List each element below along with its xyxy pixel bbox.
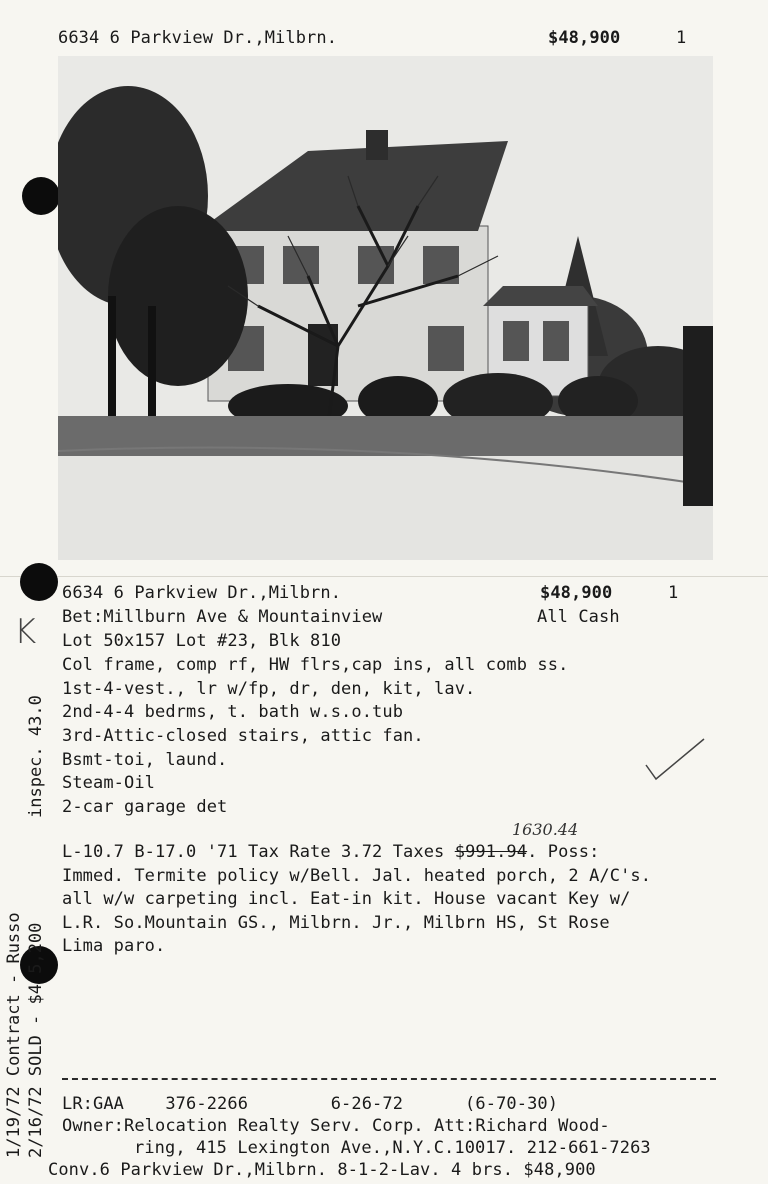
listing-count: 1 — [668, 583, 679, 603]
tax-line-suffix: . Poss: — [527, 842, 600, 862]
listing-line: 2-car garage det — [62, 797, 228, 817]
conv-line: Conv.6 Parkview Dr.,Milbrn. 8-1-2-Lav. 4 brs. $48,900 — [48, 1160, 596, 1180]
top-address: 6634 6 Parkview Dr.,Milbrn. — [58, 28, 338, 48]
listing-line: Steam-Oil — [62, 773, 156, 793]
listing-line: Col frame, comp rf, HW flrs,cap ins, all comb ss. — [62, 655, 569, 675]
listing-line: Bet:Millburn Ave & Mountainview — [62, 607, 383, 627]
checkmark-icon — [640, 735, 710, 785]
binder-hole-top — [22, 177, 60, 215]
handwritten-letter: K — [14, 612, 37, 652]
listing-line: 1st-4-vest., lr w/fp, dr, den, kit, lav. — [62, 679, 476, 699]
card-fold-line — [0, 576, 768, 577]
contract-note: 1/19/72 Contract - Russo — [4, 912, 24, 1158]
tax-struck: $991.94 — [454, 842, 528, 862]
remarks-line: Immed. Termite policy w/Bell. Jal. heated porch, 2 A/C's. — [62, 866, 652, 886]
sold-note: 2/16/72 SOLD - $4 5,200 — [26, 922, 46, 1158]
top-count: 1 — [676, 28, 687, 48]
listing-line: 2nd-4-4 bedrms, t. bath w.s.o.tub — [62, 702, 404, 722]
inspec-note: inspec. 43.0 — [26, 695, 46, 818]
top-price: $48,900 — [548, 28, 621, 48]
owner-line-2: ring, 415 Lexington Ave.,N.Y.C.10017. 212-661-7263 — [134, 1138, 651, 1158]
listing-line: Bsmt-toi, laund. — [62, 750, 228, 770]
footer-divider — [62, 1078, 716, 1080]
listing-line: Lot 50x157 Lot #23, Blk 810 — [62, 631, 342, 651]
lr-line: LR:GAA 376-2266 6-26-72 (6-70-30) — [62, 1094, 559, 1114]
house-photo-drawing — [58, 56, 713, 560]
tax-line — [62, 842, 599, 862]
remarks-line: L.R. So.Mountain GS., Milbrn. Jr., Milbrn HS, St Rose — [62, 913, 610, 933]
handwritten-tax: 1630.44 — [512, 820, 579, 839]
binder-hole-middle — [20, 563, 58, 601]
remarks-line: all w/w carpeting incl. Eat-in kit. House vacant Key w/ — [62, 889, 631, 909]
listing-line: 3rd-Attic-closed stairs, attic fan. — [62, 726, 424, 746]
house-photo — [58, 56, 713, 560]
remarks-line: Lima paro. — [62, 936, 166, 956]
listing-address: 6634 6 Parkview Dr.,Milbrn. — [62, 583, 342, 603]
listing-terms: All Cash — [537, 607, 620, 627]
listing-price: $48,900 — [540, 583, 613, 603]
tax-line-prefix: L-10.7 B-17.0 '71 Tax Rate 3.72 Taxes — [62, 842, 455, 862]
owner-line-1: Owner:Relocation Realty Serv. Corp. Att:Richard Wood- — [62, 1116, 610, 1136]
